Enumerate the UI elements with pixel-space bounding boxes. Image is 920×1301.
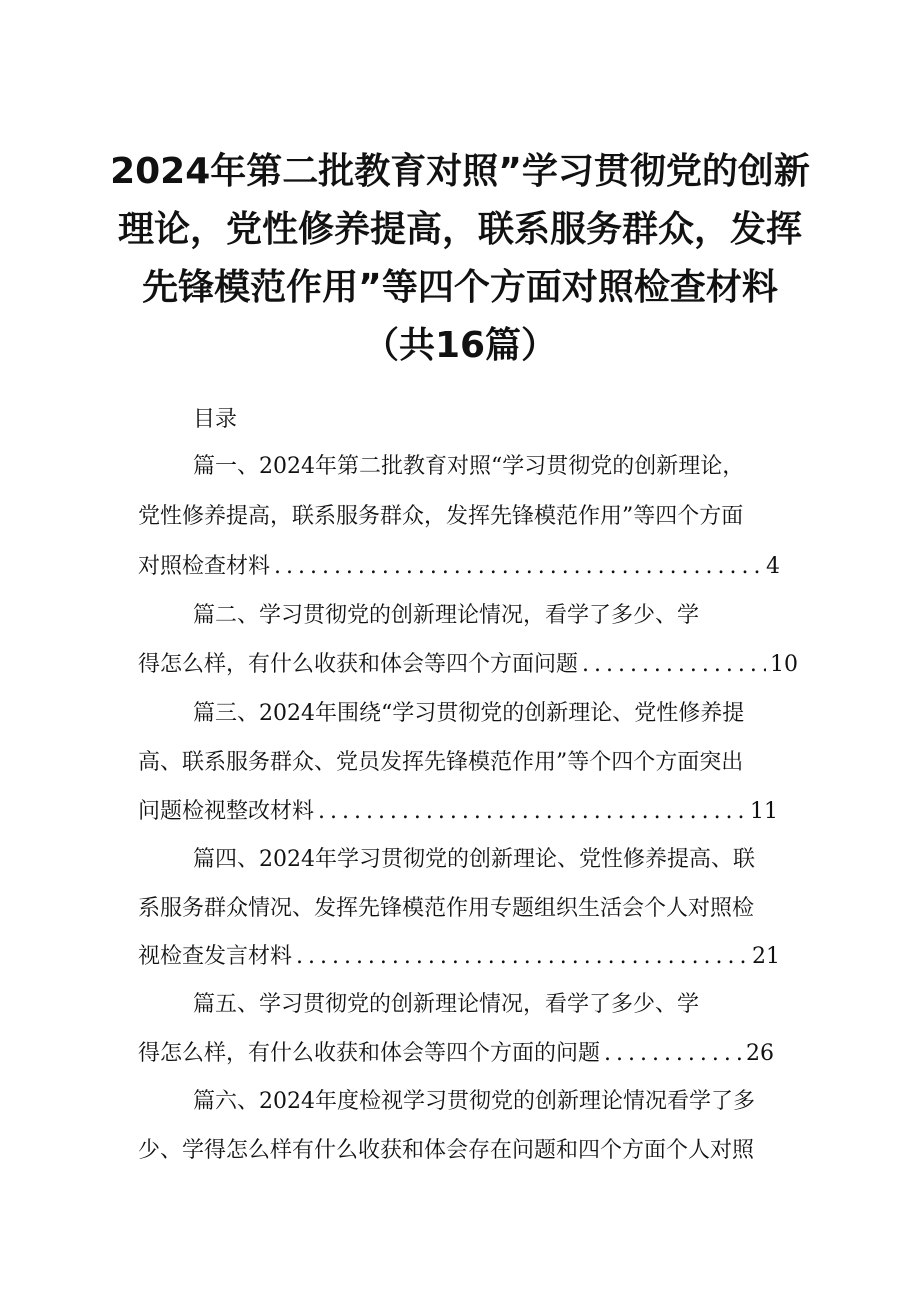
toc-entry-1-last-line: 对照检查材料 [138,554,271,579]
toc-entry-4-page: 21 [752,944,780,969]
toc-entry-3-line-2: 高、联系服务群众、党员发挥先锋模范作用”等个四个方面突出 [138,750,744,775]
toc-entry-3-last-line: 问题检视整改材料 [138,799,315,824]
dot-leader [604,1039,742,1069]
toc-entry-4-last-line: 视检查发言材料 [138,944,293,969]
toc-entry-2-leader [138,650,798,680]
toc-entry-1-leader [138,552,780,582]
toc-entry-3-line-1: 篇三、2024年围绕“学习贯彻党的创新理论、党性修养提 [193,701,745,726]
toc-entry-5-leader [138,1039,774,1069]
dot-leader [582,650,766,680]
toc-entry-3-leader [138,797,778,827]
toc-entry-6-line-1: 篇六、2024年度检视学习贯彻党的创新理论情况看学了多 [193,1089,755,1114]
toc-entry-5-page: 26 [746,1041,774,1066]
title-line-3: 先锋模范作用”等四个方面对照检查材料 [142,267,778,308]
toc-entry-5-line-1: 篇五、学习贯彻党的创新理论情况，看学了多少、学 [193,992,700,1017]
toc-entry-5-last-line: 得怎么样，有什么收获和体会等四个方面的问题 [138,1041,601,1066]
title-line-1: 2024年第二批教育对照”学习贯彻党的创新 [110,151,810,192]
toc-entry-4-line-2: 系服务群众情况、发挥先锋模范作用专题组织生活会个人对照检 [138,896,755,921]
toc-entry-1-line-2: 党性修养提高，联系服务群众，发挥先锋模范作用”等四个方面 [138,504,744,529]
toc-entry-6-line-2: 少、学得怎么样有什么收获和体会存在问题和四个方面个人对照 [138,1138,755,1163]
toc-heading: 目录 [193,407,238,432]
toc-entry-2-line-1: 篇二、学习贯彻党的创新理论情况，看学了多少、学 [193,603,700,628]
toc-entry-4-line-1: 篇四、2024年学习贯彻党的创新理论、党性修养提高、联 [193,847,755,872]
dot-leader [296,942,748,972]
toc-entry-4-leader [138,942,780,972]
document-title [100,143,820,375]
title-line-4: （共16篇） [362,325,558,366]
toc-entry-1-page: 4 [766,554,780,579]
toc-entry-1-line-1: 篇一、2024年第二批教育对照“学习贯彻党的创新理论， [193,454,745,479]
dot-leader [274,552,762,582]
dot-leader [318,797,746,827]
toc-entry-3-page: 11 [750,799,778,824]
toc-entry-2-last-line: 得怎么样，有什么收获和体会等四个方面问题 [138,652,579,677]
toc-entry-2-page: 10 [770,652,798,677]
title-line-2: 理论，党性修养提高，联系服务群众，发挥 [117,209,802,250]
